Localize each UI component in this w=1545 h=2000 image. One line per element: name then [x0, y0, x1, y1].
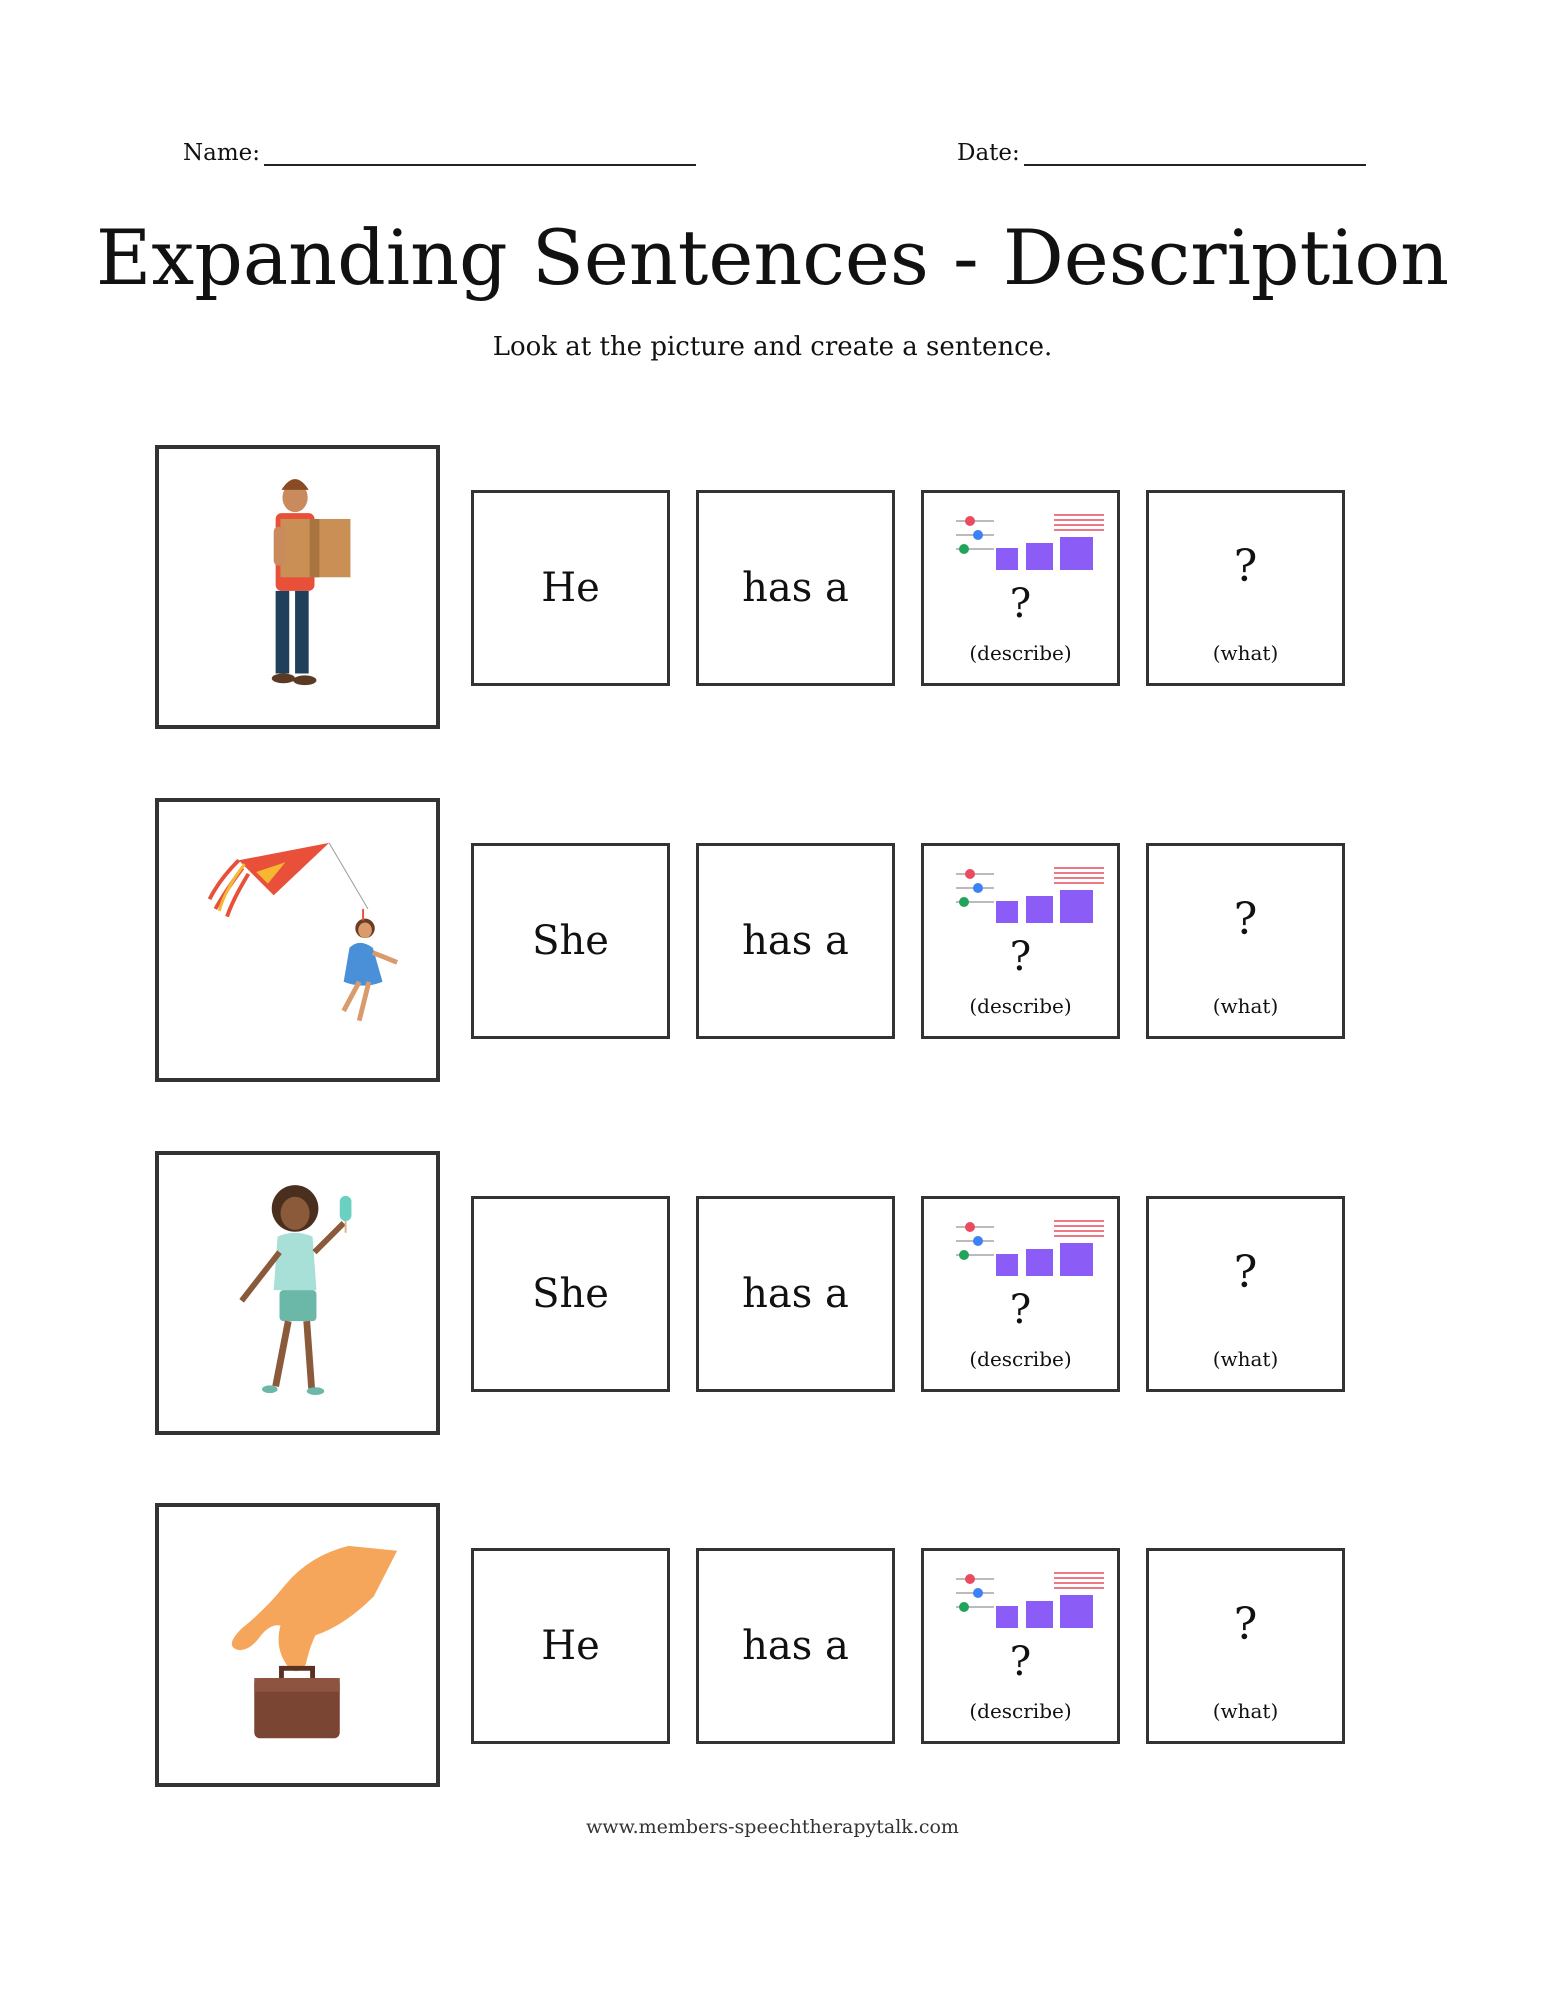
- subject-text: He: [541, 1623, 600, 1669]
- date-label: Date:: [957, 140, 1020, 166]
- verb-card: [696, 1196, 895, 1392]
- describe-card[interactable]: [921, 1548, 1120, 1744]
- verb-card: [696, 843, 895, 1039]
- verb-text: has a: [742, 918, 849, 964]
- describe-question-mark: ?: [1009, 1639, 1032, 1685]
- picture-hand-holding-briefcase: [155, 1503, 440, 1787]
- sentence-row-3: [155, 1151, 1355, 1441]
- subject-card: [471, 843, 670, 1039]
- name-line[interactable]: [264, 138, 696, 166]
- subject-card: [471, 1548, 670, 1744]
- date-field[interactable]: [957, 138, 1366, 166]
- what-card[interactable]: [1146, 843, 1345, 1039]
- what-card[interactable]: [1146, 490, 1345, 686]
- subject-text: He: [541, 565, 600, 611]
- what-question-mark: ?: [1233, 894, 1258, 945]
- verb-card: [696, 1548, 895, 1744]
- verb-text: has a: [742, 1623, 849, 1669]
- describe-label: (describe): [969, 1699, 1072, 1723]
- what-label: (what): [1212, 994, 1279, 1018]
- subject-card: [471, 490, 670, 686]
- describe-question-mark: ?: [1009, 581, 1032, 627]
- subject-text: She: [532, 918, 609, 964]
- picture-girl-with-popsicle: [155, 1151, 440, 1435]
- verb-text: has a: [742, 565, 849, 611]
- page-title: Expanding Sentences - Description: [95, 213, 1450, 302]
- what-card[interactable]: [1146, 1548, 1345, 1744]
- describe-label: (describe): [969, 641, 1072, 665]
- adjective-icon: [954, 866, 1104, 936]
- describe-card[interactable]: [921, 843, 1120, 1039]
- verb-card: [696, 490, 895, 686]
- girl-flying-kite-illustration: [159, 802, 436, 1078]
- man-carrying-box-illustration: [159, 449, 436, 725]
- picture-man-carrying-box: [155, 445, 440, 729]
- name-label: Name:: [183, 140, 261, 166]
- name-field[interactable]: [183, 138, 696, 166]
- what-label: (what): [1212, 1347, 1279, 1371]
- describe-question-mark: ?: [1009, 934, 1032, 980]
- what-label: (what): [1212, 1699, 1279, 1723]
- verb-text: has a: [742, 1271, 849, 1317]
- subject-text: She: [532, 1271, 609, 1317]
- what-question-mark: ?: [1233, 1599, 1258, 1650]
- sentence-row-4: [155, 1503, 1355, 1793]
- footer-url: www.members-speechtherapytalk.com: [586, 1816, 959, 1838]
- subject-card: [471, 1196, 670, 1392]
- instructions: Look at the picture and create a sentence.: [492, 332, 1053, 362]
- describe-question-mark: ?: [1009, 1287, 1032, 1333]
- describe-label: (describe): [969, 994, 1072, 1018]
- what-question-mark: ?: [1233, 1247, 1258, 1298]
- date-line[interactable]: [1024, 138, 1366, 166]
- describe-card[interactable]: [921, 490, 1120, 686]
- hand-holding-briefcase-illustration: [159, 1507, 436, 1783]
- describe-card[interactable]: [921, 1196, 1120, 1392]
- what-label: (what): [1212, 641, 1279, 665]
- adjective-icon: [954, 1219, 1104, 1289]
- sentence-row-1: [155, 445, 1355, 735]
- adjective-icon: [954, 513, 1104, 583]
- picture-girl-flying-kite: [155, 798, 440, 1082]
- describe-label: (describe): [969, 1347, 1072, 1371]
- what-card[interactable]: [1146, 1196, 1345, 1392]
- sentence-row-2: [155, 798, 1355, 1088]
- girl-with-popsicle-illustration: [159, 1155, 436, 1431]
- adjective-icon: [954, 1571, 1104, 1641]
- what-question-mark: ?: [1233, 541, 1258, 592]
